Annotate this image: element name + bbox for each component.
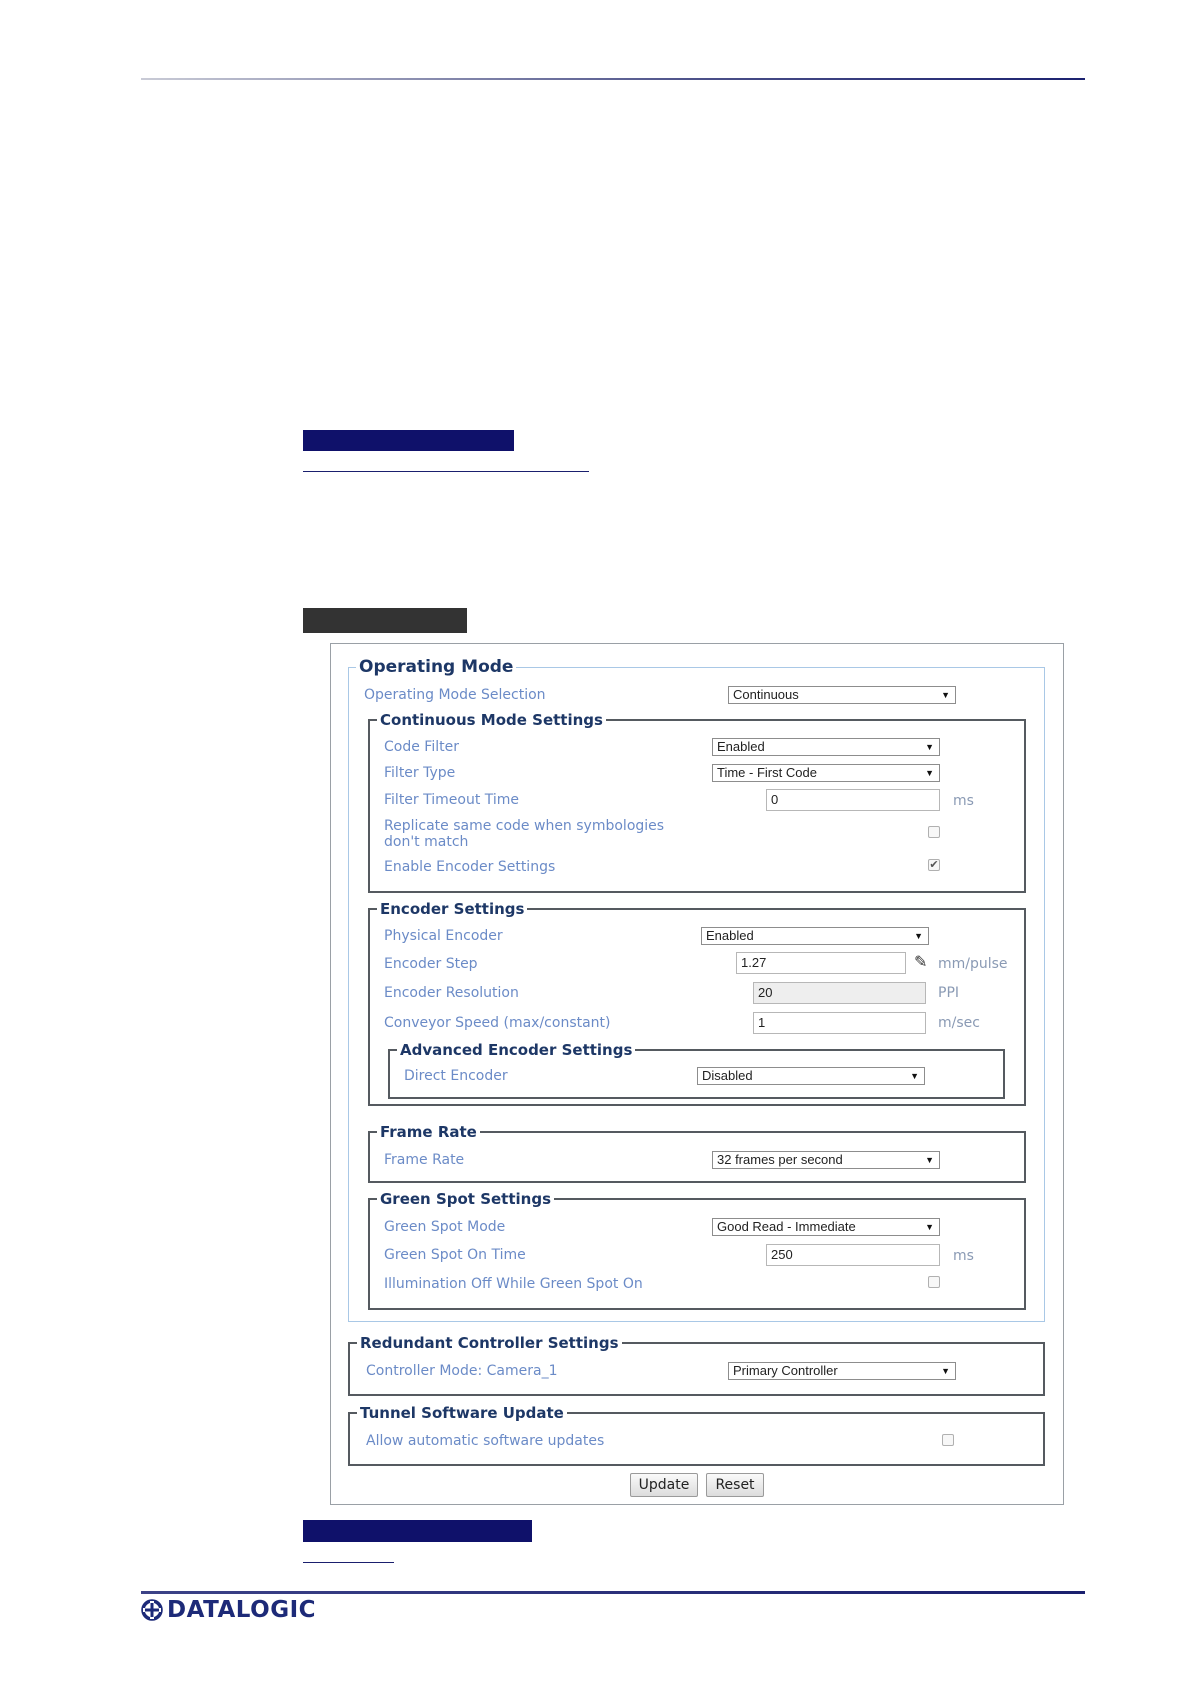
- encoder-settings-legend: Encoder Settings: [377, 900, 527, 918]
- update-button[interactable]: Update: [630, 1473, 698, 1497]
- tunnel-update-legend: Tunnel Software Update: [357, 1404, 567, 1422]
- redacted-heading-bar: [303, 430, 514, 451]
- datalogic-logo-icon: [141, 1599, 163, 1621]
- redacted-link-underline: [303, 471, 589, 472]
- direct-encoder-label: Direct Encoder: [404, 1068, 508, 1084]
- header-rule: [141, 78, 1085, 80]
- filter-type-select[interactable]: Time - First Code ▼: [712, 764, 940, 782]
- auto-update-checkbox[interactable]: [942, 1434, 954, 1446]
- green-spot-mode-select[interactable]: Good Read - Immediate ▼: [712, 1218, 940, 1236]
- conveyor-speed-label: Conveyor Speed (max/constant): [384, 1015, 611, 1031]
- frame-rate-select[interactable]: 32 frames per second ▼: [712, 1151, 940, 1169]
- encoder-step-unit: mm/pulse: [938, 956, 1008, 972]
- encoder-step-label: Encoder Step: [384, 956, 478, 972]
- reset-button[interactable]: Reset: [706, 1473, 764, 1497]
- redacted-caption-bar: [303, 608, 467, 633]
- auto-update-label: Allow automatic software updates: [366, 1433, 605, 1449]
- green-spot-on-time-unit: ms: [953, 1248, 974, 1264]
- replicate-checkbox[interactable]: [928, 826, 940, 838]
- conveyor-speed-unit: m/sec: [938, 1015, 980, 1031]
- green-spot-mode-label: Green Spot Mode: [384, 1219, 506, 1235]
- frame-rate-label: Frame Rate: [384, 1152, 465, 1168]
- config-screenshot: [330, 643, 1064, 1505]
- encoder-resolution-input: 20: [753, 982, 926, 1004]
- enable-encoder-checkbox[interactable]: ✔: [929, 859, 939, 871]
- filter-type-label: Filter Type: [384, 765, 456, 781]
- filter-timeout-label: Filter Timeout Time: [384, 792, 520, 808]
- green-spot-on-time-input[interactable]: 250: [766, 1244, 940, 1266]
- encoder-resolution-unit: PPI: [938, 985, 960, 1001]
- filter-timeout-unit: ms: [953, 793, 974, 809]
- filter-timeout-input[interactable]: 0: [766, 789, 940, 811]
- encoder-resolution-label: Encoder Resolution: [384, 985, 519, 1001]
- operating-mode-select[interactable]: Continuous ▼: [728, 686, 956, 704]
- encoder-step-input[interactable]: 1.27: [736, 952, 906, 974]
- datalogic-logo: [141, 1597, 316, 1623]
- physical-encoder-label: Physical Encoder: [384, 928, 503, 944]
- operating-mode-legend: Operating Mode: [356, 657, 516, 677]
- datalogic-logo-text: DATALOGIC: [167, 1597, 317, 1623]
- code-filter-select[interactable]: Enabled ▼: [712, 738, 940, 756]
- physical-encoder-select[interactable]: Enabled ▼: [701, 927, 929, 945]
- illumination-off-checkbox[interactable]: [928, 1276, 940, 1288]
- green-spot-legend: Green Spot Settings: [377, 1190, 554, 1208]
- conveyor-speed-input[interactable]: 1: [753, 1012, 926, 1034]
- frame-rate-legend: Frame Rate: [377, 1123, 480, 1141]
- footer-rule: [141, 1591, 1085, 1594]
- redacted-bottom-underline: [303, 1562, 394, 1563]
- advanced-encoder-legend: Advanced Encoder Settings: [397, 1041, 635, 1059]
- controller-mode-select[interactable]: Primary Controller ▼: [728, 1362, 956, 1380]
- controller-mode-label: Controller Mode: Camera_1: [366, 1363, 558, 1379]
- continuous-mode-legend: Continuous Mode Settings: [377, 711, 606, 729]
- pencil-icon[interactable]: ✎: [914, 954, 928, 971]
- code-filter-label: Code Filter: [384, 739, 459, 755]
- green-spot-on-time-label: Green Spot On Time: [384, 1247, 526, 1263]
- operating-mode-selection-label: Operating Mode Selection: [364, 687, 546, 703]
- replicate-label-line1: Replicate same code when symbologies: [384, 818, 665, 834]
- redundant-controller-legend: Redundant Controller Settings: [357, 1334, 622, 1352]
- direct-encoder-select[interactable]: Disabled ▼: [697, 1067, 925, 1085]
- illumination-off-label: Illumination Off While Green Spot On: [384, 1276, 643, 1292]
- replicate-label-line2: don't match: [384, 834, 469, 850]
- enable-encoder-label: Enable Encoder Settings: [384, 859, 556, 875]
- redacted-bottom-bar: [303, 1520, 532, 1542]
